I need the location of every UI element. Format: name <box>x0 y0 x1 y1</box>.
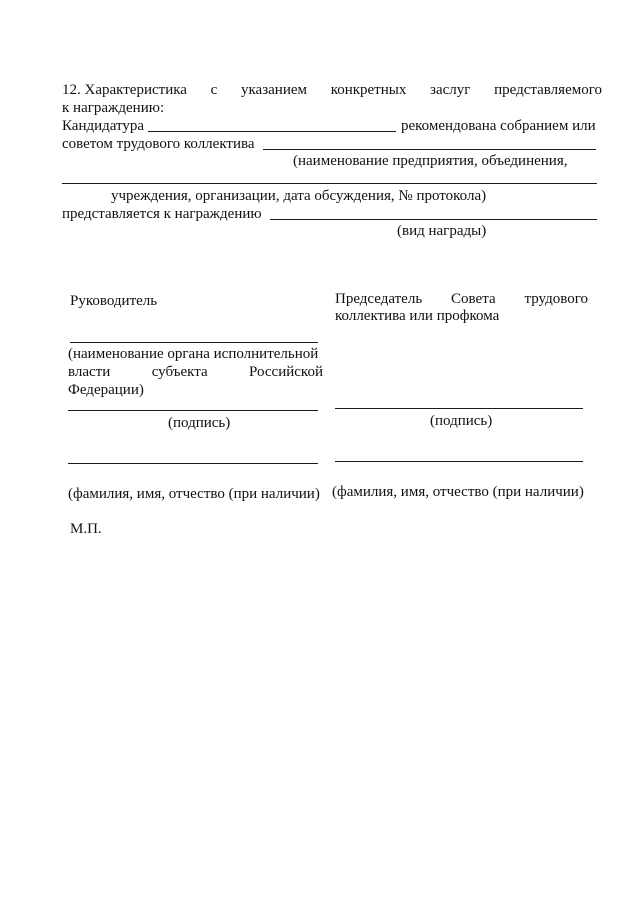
heading-word: с <box>210 82 218 98</box>
org-hint-word: Российской <box>249 364 323 380</box>
heading-line-2: к награждению: <box>62 100 165 116</box>
heading-word: заслуг <box>430 82 471 98</box>
enterprise-fill-line[interactable] <box>62 183 597 184</box>
heading-word: конкретных <box>330 82 407 98</box>
signature-line-left[interactable] <box>68 410 318 411</box>
hint-enterprise: (наименование предприятия, объединения, <box>293 153 568 169</box>
chair-label <box>335 290 588 308</box>
candidacy-fill-line[interactable] <box>148 131 396 132</box>
signature-line-right[interactable] <box>335 408 583 409</box>
org-name-fill-line[interactable] <box>70 342 318 343</box>
signature-hint-left: (подпись) <box>168 415 231 431</box>
chair-label-line-2: коллектива или профкома <box>335 308 500 324</box>
council-label: советом трудового коллектива <box>62 136 255 152</box>
org-hint-line-2 <box>68 363 323 381</box>
section-12-heading <box>62 81 602 99</box>
org-hint-line-3: Федерации) <box>68 382 144 398</box>
presented-label: представляется к награждению <box>62 206 262 222</box>
chair-word: трудового <box>524 291 588 307</box>
heading-word: 12. Характеристика <box>62 82 187 98</box>
fullname-hint-right: (фамилия, имя, отчество (при наличии) <box>332 484 584 500</box>
council-fill-line[interactable] <box>263 149 596 150</box>
hint-award: (вид награды) <box>397 223 487 239</box>
chair-word: Председатель <box>335 291 423 307</box>
recommended-text: рекомендована собранием или <box>401 118 596 134</box>
heading-word: указанием <box>240 82 307 98</box>
org-hint-word: субъекта <box>151 364 208 380</box>
chair-word: Совета <box>451 291 496 307</box>
org-hint-word: власти <box>68 364 111 380</box>
signature-hint-right: (подпись) <box>430 413 493 429</box>
candidacy-label: Кандидатура <box>62 118 145 134</box>
head-label: Руководитель <box>70 293 158 309</box>
fullname-line-right[interactable] <box>335 461 583 462</box>
org-hint-line-1: (наименование органа исполнительной <box>68 346 319 362</box>
heading-word: представляемого <box>494 82 602 98</box>
stamp-place-label: М.П. <box>70 521 102 537</box>
fullname-line-left[interactable] <box>68 463 318 464</box>
hint-institution: учреждения, организации, дата обсуждения, № протокола) <box>111 188 487 204</box>
fullname-hint-left: (фамилия, имя, отчество (при наличии) <box>68 486 320 502</box>
award-fill-line[interactable] <box>270 219 597 220</box>
